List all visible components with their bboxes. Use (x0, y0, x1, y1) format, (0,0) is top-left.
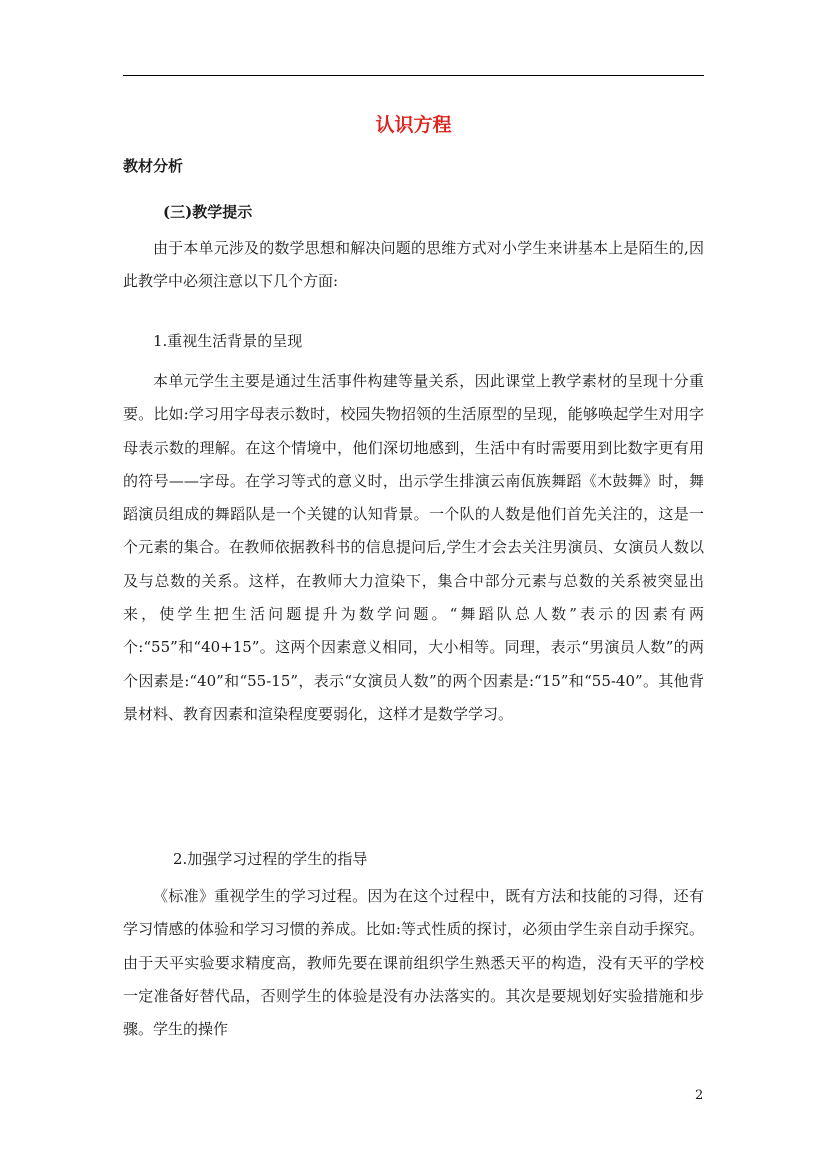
header-rule (123, 75, 704, 76)
item2-title: 2.加强学习过程的学生的指导 (173, 850, 368, 868)
page-title: 认识方程 (375, 114, 452, 136)
item1-paragraph: 本单元学生主要是通过生活事件构建等量关系，因此课堂上教学素材的呈现十分重要。比如:学习用字母表示数时，校园失物招领的生活原型的呈现，能够唤起学生对用字母表示数的理解。在这个情境中，他们深切地感到，生活中有时需要用到比数字更有用的符号——字母。在学习等式的意义时，出示学生排演云南佤族舞蹈《木鼓舞》时，舞蹈演员组成的舞蹈队是一个关键的认知背景。一个队的人数是他们首先关注的，这是一个元素的集合。在教师依据教科书的信息提问后,学生才会去关注男演员、女演员人数以及与总数的关系。这样，在教师大力渲染下，集合中部分元素与总数的关系被突显出来，使学生把生活问题提升为数学问题。“舞蹈队总人数”表示的因素有两个:“55”和“40+15”。这两个因素意义相同，大小相等。同理，表示“男演员人数”的两个因素是:“40”和“55-15”，表示“女演员人数”的两个因素是:“15”和“55-40”。其他背景材料、教育因素和渲染程度要弱化，这样才是数学学习。 (123, 372, 704, 723)
subsection-heading: (三)教学提示 (163, 203, 253, 221)
item2-paragraph: 《标准》重视学生的学习过程。因为在这个过程中，既有方法和技能的习得，还有学习情感的体验和学习习惯的养成。比如:等式性质的探讨，必须由学生亲自动手探究。由于天平实验要求精度高，教师先要在课前组织学生熟悉天平的构造，没有天平的学校一定准备好替代品，否则学生的体验是没有办法落实的。其次是要规划好实验措施和步骤。学生的操作 (123, 887, 704, 1039)
section-heading: 教材分析 (123, 157, 184, 175)
intro-paragraph: 由于本单元涉及的数学思想和解决问题的思维方式对小学生来讲基本上是陌生的,因此教学中必须注意以下几个方面: (123, 239, 704, 291)
page-number: 2 (695, 1088, 704, 1103)
item1-title: 1.重视生活背景的呈现 (153, 332, 303, 350)
